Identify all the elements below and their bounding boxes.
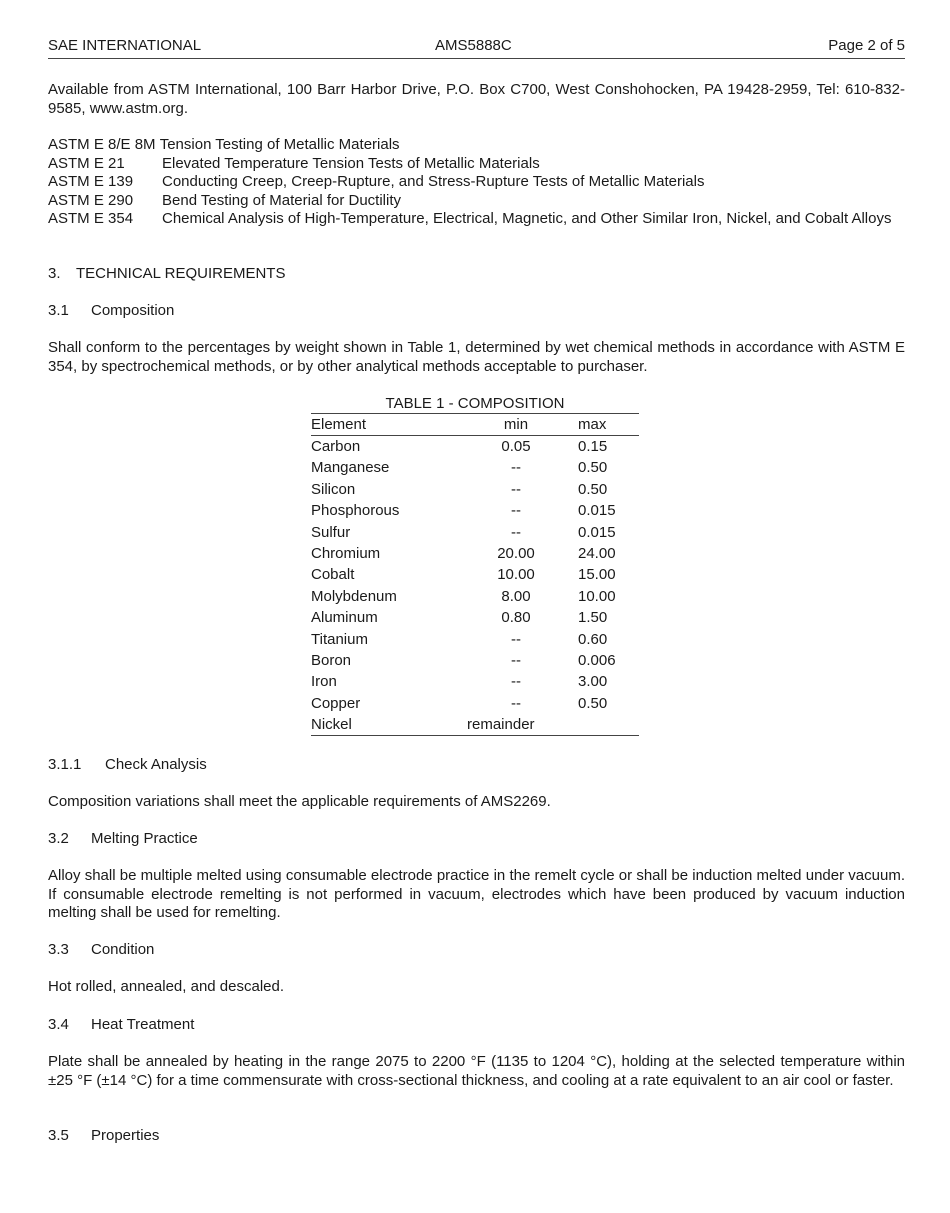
reference-item: [48, 136, 905, 155]
table-header-row: [311, 414, 639, 436]
reference-item: [48, 192, 905, 211]
section-heading-3: [48, 265, 285, 283]
section-title: Check Analysis: [105, 756, 207, 773]
column-header-max: max: [578, 416, 607, 433]
melting-practice-paragraph: Alloy shall be multiple melted using consumable electrode practice in the remelt cycle or shall be induction melted under vacuum. If consumable electrode remelting is not performed in vacuum, electrodes which have been produced by vacuum induction melting shall be used for remelting.: [48, 867, 905, 921]
section-number: 3.1.1: [48, 756, 82, 773]
composition-paragraph: Shall conform to the percentages by weight shown in Table 1, determined by wet chemical methods in accordance with ASTM E 354, by spectrochemical methods, or by other analytical methods acceptable to purchaser.: [48, 339, 905, 375]
column-header-min: min: [503, 416, 529, 433]
section-number: 3.2: [48, 830, 69, 847]
section-number: 3.: [48, 265, 61, 282]
reference-title: Conducting Creep, Creep-Rupture, and Stress-Rupture Tests of Metallic Materials: [162, 173, 705, 190]
section-number: 3.1: [48, 302, 69, 319]
section-title: TECHNICAL REQUIREMENTS: [76, 265, 286, 282]
reference-title: Tension Testing of Metallic Materials: [159, 136, 400, 153]
table-row: [311, 650, 639, 671]
cell-max: 0.015: [578, 502, 616, 520]
section-heading-3-3: [48, 941, 154, 959]
cell-element: Carbon: [311, 438, 361, 455]
cell-max: 0.50: [578, 480, 608, 498]
cell-min: --: [511, 651, 521, 669]
section-heading-3-1: [48, 302, 174, 320]
reference-code: ASTM E 354: [48, 210, 134, 227]
column-header-element: Element: [311, 416, 367, 433]
cell-max: 0.50: [578, 459, 608, 477]
cell-max: 10.00: [578, 587, 616, 605]
cell-element: Sulfur: [311, 523, 351, 541]
cell-min: 0.80: [501, 609, 531, 627]
section-title: Properties: [91, 1127, 160, 1144]
reference-item: [48, 173, 905, 192]
reference-code: ASTM E 21: [48, 154, 125, 172]
cell-min: --: [511, 502, 521, 520]
check-analysis-paragraph: Composition variations shall meet the applicable requirements of AMS2269.: [48, 793, 551, 810]
cell-max: 0.15: [578, 438, 608, 455]
cell-element: Phosphorous: [311, 502, 400, 520]
condition-paragraph: Hot rolled, annealed, and descaled.: [48, 978, 285, 995]
table-row: [311, 436, 639, 457]
cell-max: 24.00: [578, 544, 616, 562]
cell-element: Molybdenum: [311, 587, 397, 605]
cell-min: --: [511, 459, 521, 477]
heat-treatment-paragraph: Plate shall be annealed by heating in the range 2075 to 2200 °F (1135 to 1204 °C), holding at the selected temperature within ±25 °F (±14 °C) for a time commensurate with cross-sectional thickness, and cooling at a rate equivalent to an air cool or faster.: [48, 1053, 905, 1089]
reference-item: [48, 155, 905, 174]
table-row: [311, 586, 639, 607]
cell-element: Copper: [311, 694, 361, 712]
table-row: [311, 714, 639, 735]
reference-title: Bend Testing of Material for Ductility: [162, 191, 401, 209]
reference-list: [48, 136, 905, 229]
cell-min: --: [511, 523, 521, 541]
section-title: Heat Treatment: [91, 1016, 195, 1033]
section-number: 3.5: [48, 1127, 69, 1144]
cell-element: Manganese: [311, 459, 390, 477]
cell-min: --: [511, 694, 521, 712]
cell-element: Aluminum: [311, 609, 378, 627]
section-heading-3-2: [48, 830, 198, 848]
reference-code: ASTM E 139: [48, 173, 134, 190]
cell-max: 0.015: [578, 523, 616, 541]
section-number: 3.3: [48, 941, 69, 958]
cell-min: 10.00: [497, 566, 535, 584]
section-heading-3-1-1: [48, 756, 207, 774]
reference-code: ASTM E 290: [48, 191, 134, 209]
cell-min: 8.00: [501, 587, 531, 605]
cell-min: --: [511, 480, 521, 498]
header-organization: SAE INTERNATIONAL: [48, 37, 202, 54]
table-caption: TABLE 1 - COMPOSITION: [385, 395, 565, 412]
section-title: Condition: [91, 941, 155, 958]
reference-item: [48, 210, 905, 229]
header-page-number: Page 2 of 5: [828, 37, 905, 54]
cell-remainder: remainder: [467, 716, 535, 734]
cell-max: 0.50: [578, 694, 608, 712]
section-heading-3-4: [48, 1016, 194, 1034]
section-heading-3-5: [48, 1127, 159, 1145]
cell-element: Nickel: [311, 716, 352, 734]
reference-title: Elevated Temperature Tension Tests of Metallic Materials: [162, 154, 540, 172]
table-row: [311, 564, 639, 585]
reference-title: Chemical Analysis of High-Temperature, Electrical, Magnetic, and Other Similar Iron, Nickel, and Cobalt Alloys: [162, 210, 892, 227]
table-row: [311, 479, 639, 500]
table-row: [311, 500, 639, 521]
availability-paragraph: Available from ASTM International, 100 Barr Harbor Drive, P.O. Box C700, West Conshohocken, PA 19428-2959, Tel: 610-832-9585, www.astm.org.: [48, 81, 905, 117]
section-title: Melting Practice: [91, 830, 198, 847]
cell-max: 1.50: [578, 609, 608, 627]
cell-max: 0.006: [578, 651, 616, 669]
page-header: [48, 36, 905, 59]
table-row: [311, 457, 639, 478]
header-document-number: AMS5888C: [435, 37, 512, 54]
table-row: [311, 522, 639, 543]
cell-min: --: [511, 673, 521, 691]
cell-max: 15.00: [578, 566, 616, 584]
table-row: [311, 629, 639, 650]
cell-element: Titanium: [311, 630, 368, 648]
table-row: [311, 671, 639, 692]
cell-element: Chromium: [311, 544, 381, 562]
table-row: [311, 543, 639, 564]
cell-max: 0.60: [578, 630, 608, 648]
table-row: [311, 607, 639, 628]
section-number: 3.4: [48, 1016, 69, 1033]
reference-code: ASTM E 8/E 8M: [48, 136, 156, 153]
section-title: Composition: [91, 302, 175, 319]
table-row: [311, 693, 639, 714]
cell-element: Boron: [311, 651, 352, 669]
cell-max: 3.00: [578, 673, 608, 691]
cell-min: 0.05: [501, 438, 531, 455]
cell-element: Silicon: [311, 480, 356, 498]
cell-element: Iron: [311, 673, 337, 691]
cell-element: Cobalt: [311, 566, 355, 584]
cell-min: --: [511, 630, 521, 648]
composition-table: [311, 413, 639, 736]
cell-min: 20.00: [497, 544, 535, 562]
